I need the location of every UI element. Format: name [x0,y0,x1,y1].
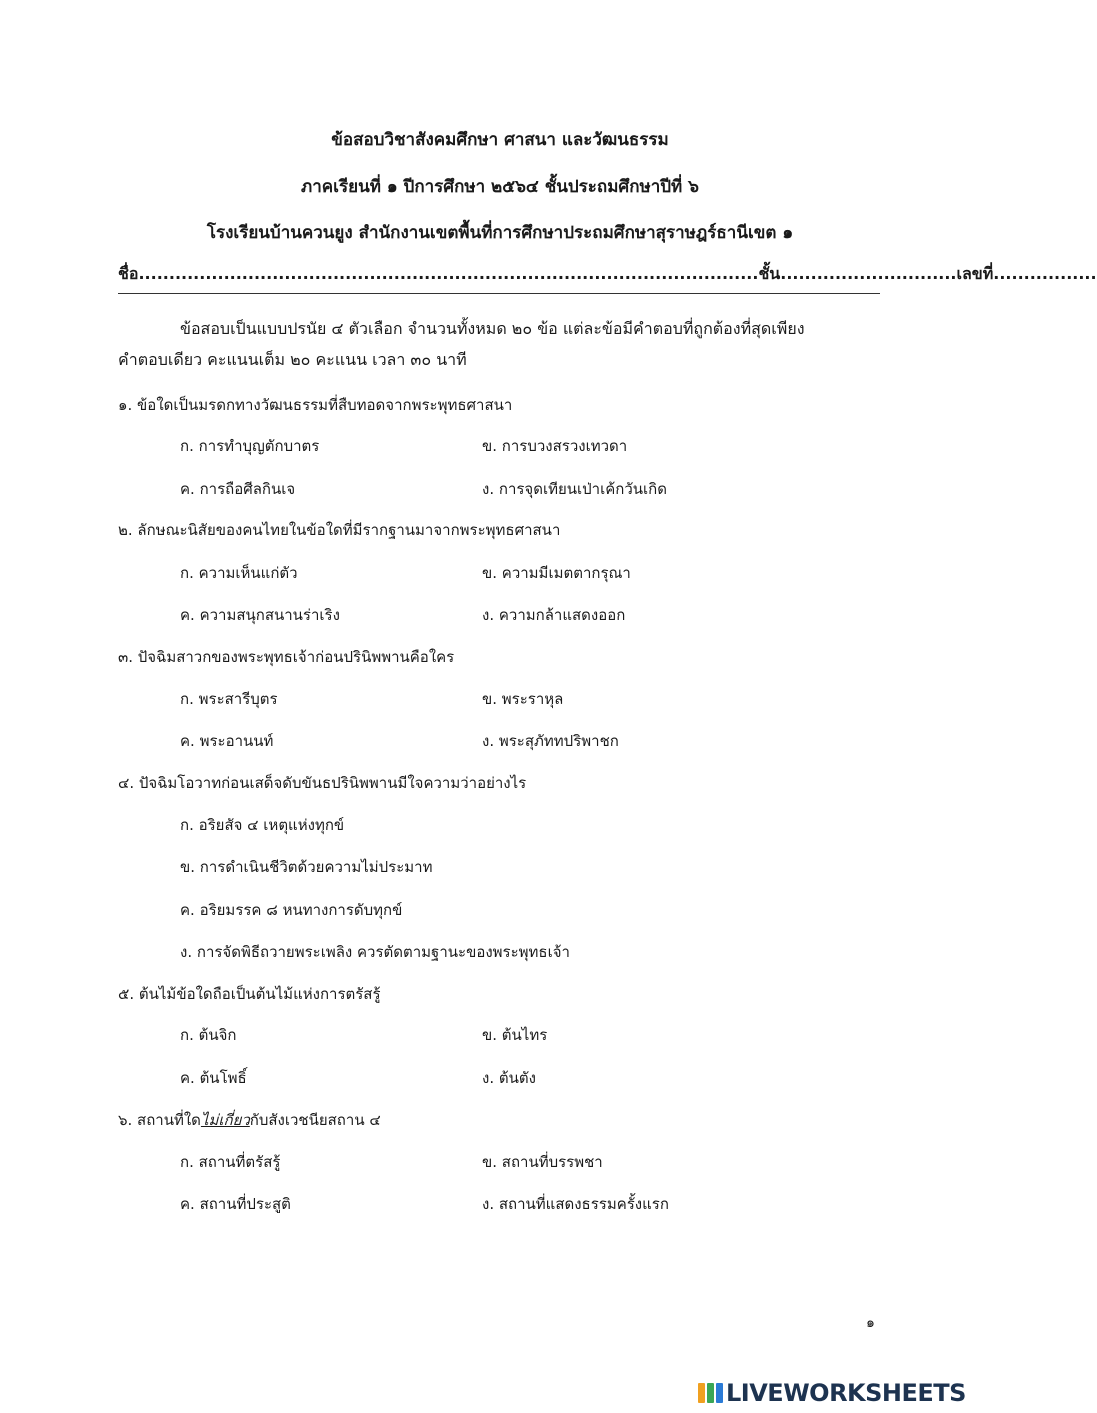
q3-option-d[interactable]: ง. พระสุภัททปริพาชก [482,732,619,750]
q5-option-b[interactable]: ข. ต้นไทร [482,1026,548,1044]
question-4: ๔. ปัจฉิมโอวาทก่อนเสด็จดับขันธปรินิพพานมีใจความว่าอย่างไร [118,774,527,792]
question-3: ๓. ปัจฉิมสาวกของพระพุทธเจ้าก่อนปรินิพพานคือใคร [118,648,455,666]
q6-option-b[interactable]: ข. สถานที่บรรพชา [482,1153,603,1171]
liveworksheets-logo-icon [698,1381,724,1405]
student-class-field[interactable]: ชั้น............................. [758,264,957,283]
question-5: ๕. ต้นไม้ข้อใดถือเป็นต้นไม้แห่งการตรัสรู้ [118,985,381,1003]
q4-option-d[interactable]: ง. การจัดพิธีถวายพระเพลิง ควรตัดตามฐานะของพระพุทธเจ้า [180,943,570,961]
instructions-line-1: ข้อสอบเป็นแบบปรนัย ๔ ตัวเลือก จำนวนทั้งหมด ๒๐ ข้อ แต่ละข้อมีคำตอบที่ถูกต้องที่สุดเพียง [180,319,805,338]
question-1: ๑. ข้อใดเป็นมรดกทางวัฒนธรรมที่สืบทอดจากพระพุทธศาสนา [118,396,513,414]
q4-option-c[interactable]: ค. อริยมรรค ๘ หนทางการดับทุกข์ [180,901,403,919]
exam-title: ข้อสอบวิชาสังคมศึกษา ศาสนา และวัฒนธรรม [331,130,669,150]
student-info-line [118,262,1097,287]
q4-option-b[interactable]: ข. การดำเนินชีวิตด้วยความไม่ประมาท [180,858,433,876]
q3-option-a[interactable]: ก. พระสารีบุตร [180,690,278,708]
exam-term: ภาคเรียนที่ ๑ ปีการศึกษา ๒๕๖๔ ชั้นประถมศึกษาปีที่ ๖ [301,177,699,197]
q3-option-b[interactable]: ข. พระราหุล [482,690,564,708]
q5-option-a[interactable]: ก. ต้นจิก [180,1026,237,1044]
q2-option-d[interactable]: ง. ความกล้าแสดงออก [482,606,626,624]
question-6-prefix: ๖. สถานที่ใด [118,1111,201,1129]
school-name: โรงเรียนบ้านควนยูง สำนักงานเขตพื้นที่การศึกษาประถมศึกษาสุราษฎร์ธานีเขต ๑ [206,223,794,243]
header-divider [118,293,880,294]
q1-option-d[interactable]: ง. การจุดเทียนเป่าเค้กวันเกิด [482,480,667,498]
q6-option-c[interactable]: ค. สถานที่ประสูติ [180,1195,291,1213]
q2-option-c[interactable]: ค. ความสนุกสนานร่าเริง [180,606,340,624]
student-number-field[interactable]: เลขที่................. [956,264,1097,283]
q2-option-b[interactable]: ข. ความมีเมตตากรุณา [482,564,631,582]
q3-option-c[interactable]: ค. พระอานนท์ [180,732,274,750]
q5-option-c[interactable]: ค. ต้นโพธิ์ [180,1069,247,1087]
student-name-field[interactable]: ชื่อ...................................................................................................... [118,264,759,283]
q6-option-a[interactable]: ก. สถานที่ตรัสรู้ [180,1153,281,1171]
q6-option-d[interactable]: ง. สถานที่แสดงธรรมครั้งแรก [482,1195,669,1213]
liveworksheets-logo [698,1380,966,1406]
question-2: ๒. ลักษณะนิสัยของคนไทยในข้อใดที่มีรากฐานมาจากพระพุทธศาสนา [118,521,561,539]
instructions-line-2: คำตอบเดียว คะแนนเต็ม ๒๐ คะแนน เวลา ๓๐ นาที [118,350,467,369]
question-6-suffix: กับสังเวชนียสถาน ๔ [249,1111,381,1129]
q2-option-a[interactable]: ก. ความเห็นแก่ตัว [180,564,298,582]
page-number: ๑ [866,1315,875,1331]
q1-option-c[interactable]: ค. การถือศีลกินเจ [180,480,296,498]
q1-option-b[interactable]: ข. การบวงสรวงเทวดา [482,437,628,455]
q4-option-a[interactable]: ก. อริยสัจ ๔ เหตุแห่งทุกข์ [180,816,345,834]
question-6 [118,1108,381,1132]
q5-option-d[interactable]: ง. ต้นตัง [482,1069,536,1087]
question-6-emphasis: ไม่เกี่ยว [200,1111,250,1129]
q1-option-a[interactable]: ก. การทำบุญตักบาตร [180,437,320,455]
liveworksheets-logo-text: LIVEWORKSHEETS [726,1379,966,1407]
